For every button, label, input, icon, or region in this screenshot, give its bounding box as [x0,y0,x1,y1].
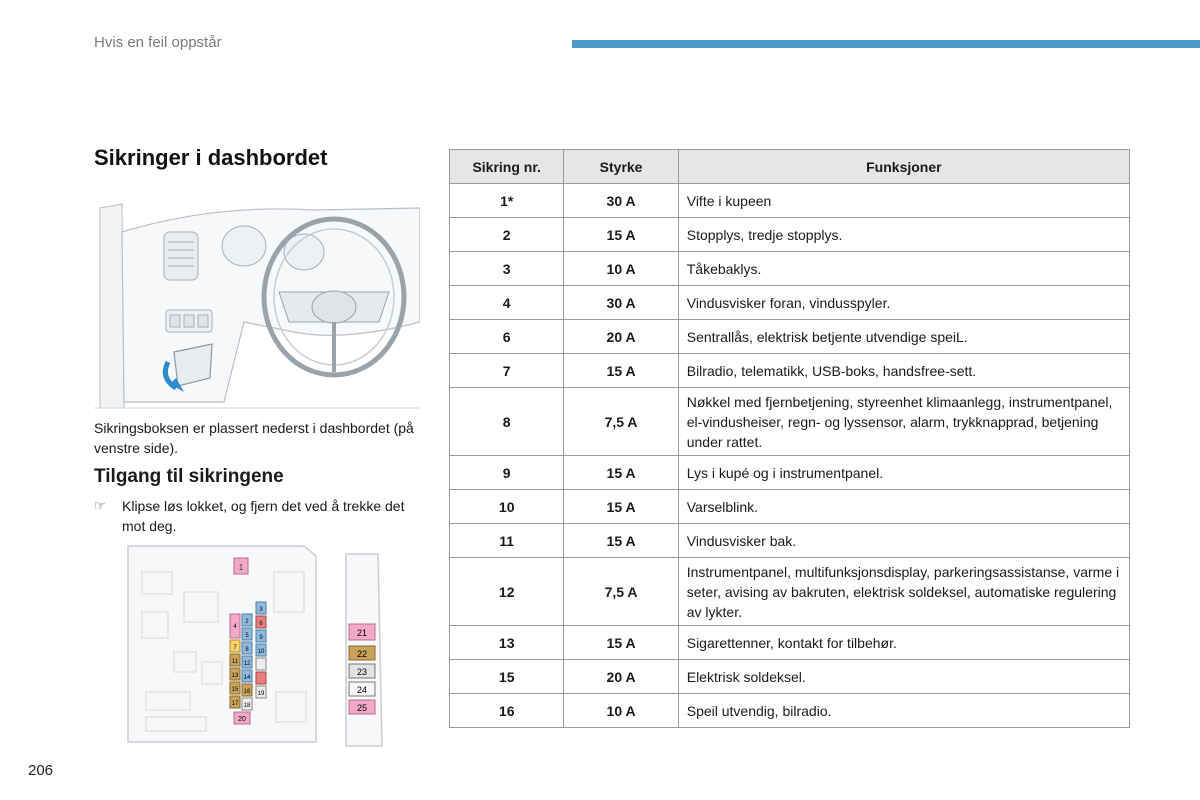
fuse-number: 8 [450,388,564,456]
pointing-hand-icon: ☞ [94,498,106,513]
svg-text:15: 15 [231,687,239,693]
svg-text:4: 4 [233,624,237,630]
fuse-column-right [256,602,266,698]
svg-text:5: 5 [245,633,249,639]
fuse-number: 10 [450,490,564,524]
fuse-rating: 20 A [564,320,678,354]
svg-text:3: 3 [259,607,263,613]
svg-text:11: 11 [231,659,239,665]
table-row [450,490,1130,524]
fuse-function: Elektrisk soldeksel. [678,660,1129,694]
fuse-rating: 10 A [564,694,678,728]
svg-text:9: 9 [259,635,263,641]
header-accent-bar [572,40,1200,48]
svg-text:21: 21 [356,628,368,638]
svg-text:6: 6 [259,621,263,627]
table-header-row [450,150,1130,184]
fuse-rating: 30 A [564,184,678,218]
fuse-number: 4 [450,286,564,320]
fuse-function: Stopplys, tredje stopplys. [678,218,1129,252]
header-function: Funksjoner [678,150,1129,184]
fuse-rating: 7,5 A [564,558,678,626]
table-row [450,626,1130,660]
fuse-column-middle [242,614,252,710]
fuse-number: 9 [450,456,564,490]
fuse-20 [234,712,250,724]
table-row [450,456,1130,490]
fuse-1 [234,558,248,574]
fuse-function: Sigarettenner, kontakt for tilbehør. [678,626,1129,660]
table-row [450,184,1130,218]
svg-text:13: 13 [231,673,239,679]
fuse-rating: 30 A [564,286,678,320]
fuse-function: Lys i kupé og i instrumentpanel. [678,456,1129,490]
table-row [450,524,1130,558]
fuse-number: 6 [450,320,564,354]
section-header: Hvis en feil oppstår [94,34,222,51]
dashboard-illustration [94,202,420,410]
table-row [450,218,1130,252]
svg-text:20: 20 [238,716,246,723]
page-number: 206 [28,762,54,779]
fuse-number: 2 [450,218,564,252]
svg-text:1: 1 [238,563,244,572]
svg-text:25: 25 [356,703,368,713]
fuse-function: Instrumentpanel, multifunksjonsdisplay, parkeringsassistanse, varme i seter, avising av bakruten, elektrisk soldeksel, automatiske regulering av lykter. [678,558,1129,626]
svg-text:10: 10 [257,649,265,655]
fuse-number: 16 [450,694,564,728]
fuse-number: 7 [450,354,564,388]
fuse-rating: 15 A [564,490,678,524]
location-caption: Sikringsboksen er plassert nederst i dashbordet (på venstre side). [94,420,414,456]
svg-text:7: 7 [233,645,237,651]
fuse-function: Varselblink. [678,490,1129,524]
table-row [450,388,1130,456]
svg-text:8: 8 [245,647,249,653]
fuse-number: 3 [450,252,564,286]
fuse-function: Vindusvisker bak. [678,524,1129,558]
fuse-rating: 20 A [564,660,678,694]
fuse-function: Nøkkel med fjernbetjening, styreenhet klimaanlegg, instrumentpanel, el-vindusheiser, regn- og lyssensor, alarm, trykknapprad, betjening under rattet. [678,388,1129,456]
fuse-function: Speil utvendig, bilradio. [678,694,1129,728]
fuse-rating: 15 A [564,218,678,252]
fuse-function: Vifte i kupeen [678,184,1129,218]
svg-text:12: 12 [243,661,251,667]
table-row [450,252,1130,286]
svg-text:23: 23 [356,667,368,677]
table-row [450,694,1130,728]
fuse-rating: 10 A [564,252,678,286]
fuse-table [449,149,1130,728]
table-row [450,354,1130,388]
fuse-column-left [230,614,240,708]
fuse-number: 1* [450,184,564,218]
fuse-rating: 15 A [564,456,678,490]
svg-text:17: 17 [231,701,239,707]
fuse-rating: 15 A [564,524,678,558]
svg-text:16: 16 [243,689,251,695]
fuse-number: 11 [450,524,564,558]
side-fuses [349,624,375,714]
table-row [450,660,1130,694]
fuse-box-diagram [124,542,386,750]
page-title: Sikringer i dashbordet [94,145,328,170]
svg-text:22: 22 [356,649,368,659]
fuse-number: 12 [450,558,564,626]
svg-text:14: 14 [243,675,251,681]
fuse-function: Bilradio, telematikk, USB-boks, handsfree-sett. [678,354,1129,388]
table-row [450,558,1130,626]
instruction-text: Klipse løs lokket, og fjern det ved å trekke det mot deg. [122,498,405,534]
fuse-rating: 15 A [564,354,678,388]
header-number: Sikring nr. [450,150,564,184]
fuse-function: Tåkebaklys. [678,252,1129,286]
svg-text:18: 18 [243,703,251,709]
table-row [450,286,1130,320]
fuse-number: 15 [450,660,564,694]
svg-text:24: 24 [356,685,368,695]
fuse-rating: 7,5 A [564,388,678,456]
fuse-number: 13 [450,626,564,660]
table-row [450,320,1130,354]
fuse-rating: 15 A [564,626,678,660]
fuse-function: Vindusvisker foran, vindusspyler. [678,286,1129,320]
section-subtitle: Tilgang til sikringene [94,466,284,487]
instruction-step [94,496,414,536]
svg-text:2: 2 [245,619,249,625]
fuse-function: Sentrallås, elektrisk betjente utvendige speiL. [678,320,1129,354]
header-rating: Styrke [564,150,678,184]
svg-text:19: 19 [257,691,265,697]
